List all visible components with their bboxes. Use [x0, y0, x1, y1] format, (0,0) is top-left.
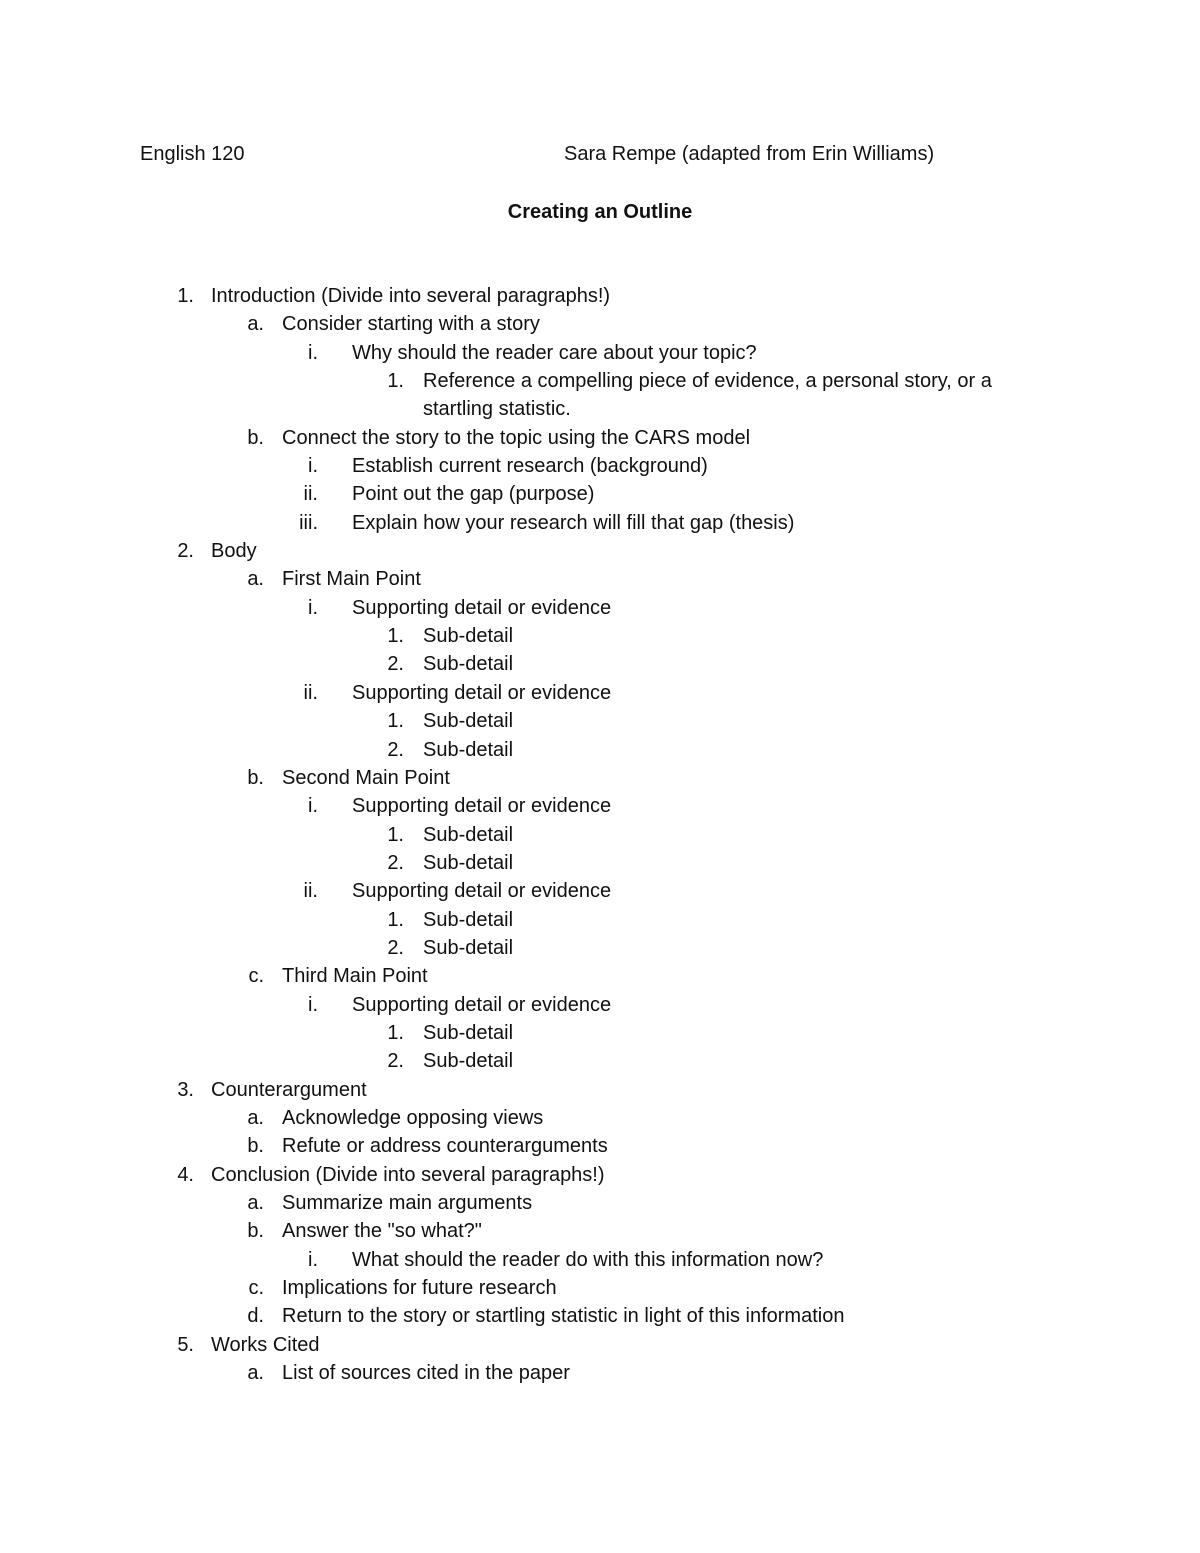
outline-text: Supporting detail or evidence	[352, 681, 612, 704]
outline-item	[0, 1302, 1200, 1330]
outline-item	[0, 877, 1200, 905]
outline-marker: i.	[308, 795, 318, 818]
outline-marker: 1.	[387, 370, 404, 393]
outline-text: Consider starting with a story	[282, 313, 540, 336]
outline-text: Sub-detail	[423, 1050, 514, 1073]
outline-text: Supporting detail or evidence	[352, 993, 612, 1016]
outline-text: Establish current research (background)	[352, 455, 708, 478]
page-title: Creating an Outline	[507, 201, 693, 223]
outline-marker: 2.	[387, 936, 404, 959]
outline-item	[0, 594, 1200, 622]
outline-item	[0, 452, 1200, 480]
outline-text: Supporting detail or evidence	[352, 596, 612, 619]
outline-text: Third Main Point	[282, 965, 428, 988]
outline-marker: 2.	[387, 653, 404, 676]
outline-item	[0, 792, 1200, 820]
outline-text: Answer the "so what?"	[282, 1220, 482, 1243]
outline-text: Conclusion (Divide into several paragraphs!)	[211, 1163, 605, 1186]
outline-marker: a.	[247, 313, 264, 336]
outline-text: Point out the gap (purpose)	[352, 483, 595, 506]
outline-text: Sub-detail	[423, 823, 514, 846]
outline-marker: b.	[247, 1220, 264, 1243]
outline-item	[0, 282, 1200, 310]
outline-text: Sub-detail	[423, 738, 514, 761]
outline-marker: 4.	[177, 1163, 194, 1186]
outline-text: Reference a compelling piece of evidence, a personal story, or a startling statistic.	[423, 370, 992, 421]
outline-text: Summarize main arguments	[282, 1192, 533, 1214]
outline-item	[0, 622, 1200, 650]
outline-text: List of sources cited in the paper	[282, 1362, 570, 1385]
outline-text: Connect the story to the topic using the CARS model	[282, 426, 751, 449]
outline-text: Sub-detail	[423, 625, 514, 648]
outline-text: Introduction (Divide into several paragraphs!)	[211, 285, 611, 307]
outline-marker: 2.	[387, 1050, 404, 1073]
outline-item	[0, 424, 1200, 452]
outline-text: Sub-detail	[423, 908, 514, 931]
outline-marker: 2.	[177, 540, 194, 563]
outline-marker: a.	[247, 568, 264, 591]
outline-text: Return to the story or startling statistic in light of this information	[282, 1305, 845, 1328]
outline-item	[0, 849, 1200, 877]
outline-marker: ii.	[303, 681, 318, 704]
outline-item	[0, 962, 1200, 990]
outline-marker: iii.	[299, 511, 318, 534]
outline-text: What should the reader do with this information now?	[352, 1248, 824, 1271]
outline-item	[0, 1132, 1200, 1160]
outline-item	[0, 1331, 1200, 1359]
outline-marker: i.	[308, 1248, 318, 1271]
outline-text: Counterargument	[211, 1078, 367, 1101]
outline-item	[0, 367, 1200, 424]
outline-text: Sub-detail	[423, 936, 514, 959]
outline-text: Supporting detail or evidence	[352, 880, 612, 903]
outline-marker: 1.	[387, 908, 404, 931]
outline-item	[0, 1161, 1200, 1189]
outline-marker: b.	[247, 426, 264, 449]
outline-item	[0, 707, 1200, 735]
outline-item	[0, 1047, 1200, 1075]
outline-text: First Main Point	[282, 568, 421, 591]
outline-item	[0, 1076, 1200, 1104]
outline-item	[0, 1189, 1200, 1217]
course-name: English 120	[140, 143, 245, 165]
outline-text: Sub-detail	[423, 653, 514, 676]
outline-item	[0, 906, 1200, 934]
outline-item	[0, 821, 1200, 849]
outline-text: Refute or address counterarguments	[282, 1135, 608, 1158]
outline-item	[0, 764, 1200, 792]
outline-marker: 3.	[177, 1078, 194, 1101]
outline-item	[0, 736, 1200, 764]
outline-marker: b.	[247, 1135, 264, 1158]
outline-item	[0, 509, 1200, 537]
outline-marker: i.	[308, 341, 318, 364]
outline-text: Works Cited	[211, 1333, 320, 1356]
outline-item	[0, 339, 1200, 367]
outline-marker: i.	[308, 455, 318, 478]
outline-marker: ii.	[303, 880, 318, 903]
outline-marker: a.	[247, 1362, 264, 1385]
outline-marker: b.	[247, 766, 264, 789]
outline-marker: 2.	[387, 851, 404, 874]
outline-marker: a.	[247, 1106, 264, 1129]
outline-marker: ii.	[303, 483, 318, 506]
outline-item	[0, 650, 1200, 678]
outline-marker: 1.	[387, 710, 404, 733]
outline-item	[0, 1104, 1200, 1132]
outline-text: Sub-detail	[423, 851, 514, 874]
outline-item	[0, 1217, 1200, 1245]
outline-marker: i.	[308, 596, 318, 619]
outline-text: Acknowledge opposing views	[282, 1106, 544, 1129]
outline-item	[0, 537, 1200, 565]
outline-item	[0, 1019, 1200, 1047]
outline-item	[0, 1274, 1200, 1302]
outline-marker: 5.	[177, 1333, 194, 1356]
outline-marker: i.	[308, 993, 318, 1016]
outline-text: Why should the reader care about your topic?	[352, 341, 757, 364]
outline-item	[0, 679, 1200, 707]
outline-item	[0, 934, 1200, 962]
outline-text: Sub-detail	[423, 1021, 514, 1044]
outline-text: Explain how your research will fill that gap (thesis)	[352, 511, 795, 534]
outline-marker: 1.	[387, 1021, 404, 1044]
outline-item	[0, 310, 1200, 338]
outline-marker: 2.	[387, 738, 404, 761]
outline-text: Supporting detail or evidence	[352, 795, 612, 818]
outline-marker: 1.	[387, 823, 404, 846]
outline-item	[0, 565, 1200, 593]
author-credit: Sara Rempe (adapted from Erin Williams)	[564, 143, 935, 165]
outline-item	[0, 480, 1200, 508]
outline-marker: 1.	[177, 285, 194, 307]
outline-marker: 1.	[387, 625, 404, 648]
outline-marker: a.	[247, 1192, 264, 1214]
outline-text: Sub-detail	[423, 710, 514, 733]
outline-item	[0, 991, 1200, 1019]
outline-text: Implications for future research	[282, 1277, 557, 1300]
outline-item	[0, 1359, 1200, 1387]
outline-marker: c.	[248, 965, 264, 988]
outline-list	[0, 282, 1200, 1387]
outline-item	[0, 1246, 1200, 1274]
outline-marker: d.	[247, 1305, 264, 1328]
outline-text: Second Main Point	[282, 766, 450, 789]
outline-marker: c.	[248, 1277, 264, 1300]
outline-text: Body	[211, 540, 257, 563]
